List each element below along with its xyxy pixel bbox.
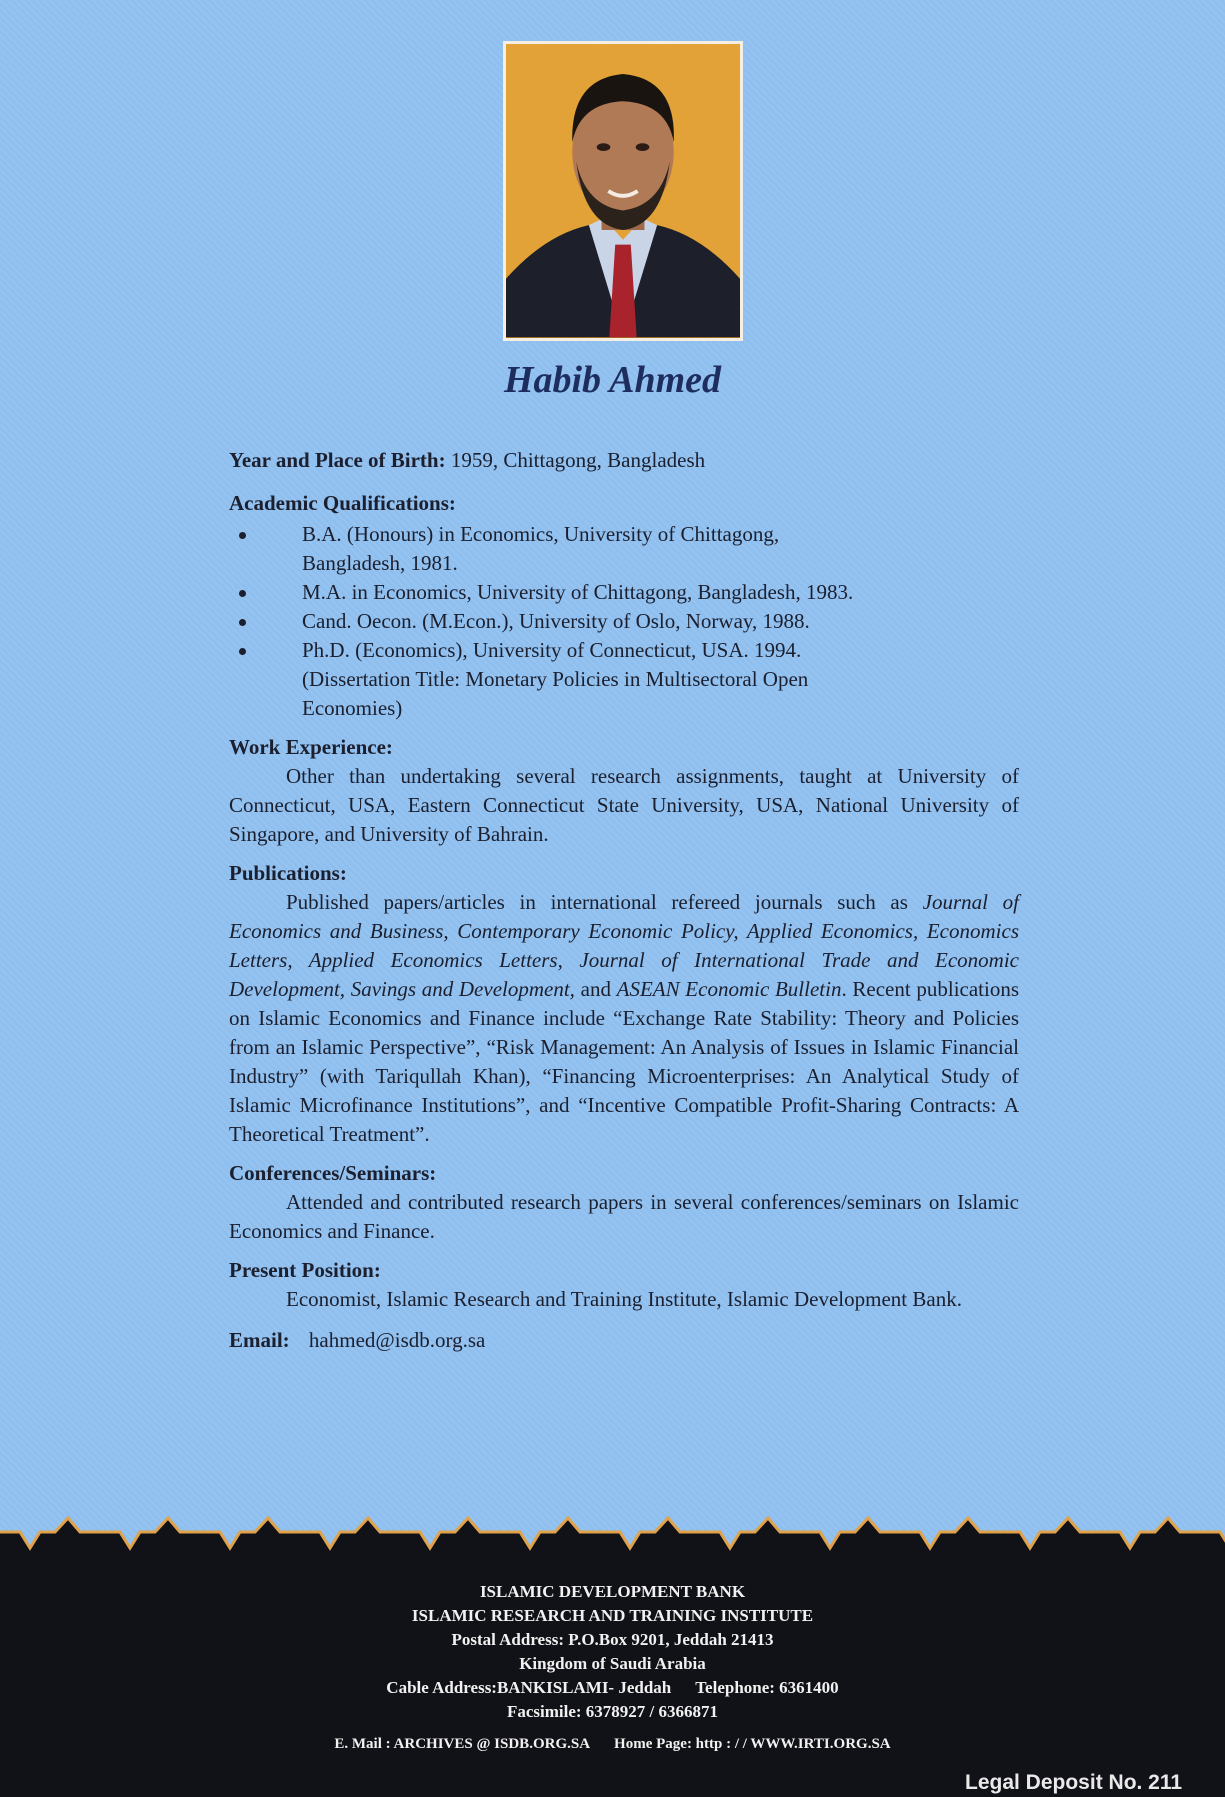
conferences-text: Attended and contributed research papers in several conferences/seminars on Islamic Economics and Finance. [229,1190,1019,1243]
legal-deposit: Legal Deposit No. 211 [965,1771,1183,1794]
birth-section [229,446,1019,475]
bullet-icon [239,619,246,626]
qualification-text: Cand. Oecon. (M.Econ.), University of Oslo, Norway, 1988. [302,609,810,633]
footer-facsimile: Facsimile: 6378927 / 6366871 [506,1702,719,1721]
journal-last: ASEAN Economic Bulletin [616,977,842,1001]
footer-cable: Cable Address:BANKISLAMI- Jeddah [386,1678,672,1697]
footer-web-row [0,1732,1225,1756]
list-item [229,578,1019,607]
position-section [229,1256,1019,1314]
position-heading: Present Position: [229,1258,381,1282]
list-item [229,607,1019,636]
work-text: Other than undertaking several research assignments, taught at University of Connecticut, USA, Eastern Connecticut State University, USA, National University of Singapore, and University of Bahrain. [229,764,1019,846]
publications-section [229,859,1019,1149]
list-item [229,636,1019,723]
footer-contact-row [0,1676,1225,1700]
bullet-icon [239,648,246,655]
biography-content [229,446,1019,1355]
publications-heading: Publications: [229,861,347,885]
publications-text [229,888,1019,1149]
work-heading: Work Experience: [229,735,393,759]
qualifications-list [229,520,1019,723]
footer-info [0,1580,1225,1756]
bullet-icon [239,532,246,539]
and-word: and [580,977,611,1001]
qualification-text: M.A. in Economics, University of Chittagong, Bangladesh, 1983. [302,580,854,604]
position-text: Economist, Islamic Research and Training Institute, Islamic Development Bank. [286,1287,962,1311]
birth-label: Year and Place of Birth: [229,448,446,472]
publications-intro: Published papers/articles in international refereed journals such as [286,890,908,914]
work-section [229,733,1019,849]
conferences-section [229,1159,1019,1246]
footer-institute-name: ISLAMIC RESEARCH AND TRAINING INSTITUTE [411,1606,814,1625]
list-item [229,520,1019,578]
footer-country: Kingdom of Saudi Arabia [519,1654,706,1673]
bullet-icon [239,590,246,597]
footer-telephone: Telephone: 6361400 [695,1678,839,1697]
email-label: Email: [229,1328,290,1352]
footer-bank-name: ISLAMIC DEVELOPMENT BANK [479,1582,746,1601]
person-name: Habib Ahmed [503,359,722,401]
qualification-text: Bangladesh, 1981. [302,551,458,575]
conferences-heading: Conferences/Seminars: [229,1161,437,1185]
birth-value: 1959, Chittagong, Bangladesh [450,448,706,472]
email-link[interactable]: hahmed@isdb.org.sa [308,1328,486,1352]
publications-rest: . Recent publications on Islamic Economics and Finance include “Exchange Rate Stability: Theory and Policies from an Islamic Perspective”, “Risk Management: An Analysis of Issues in Islamic Financial Industry” (with Tariqullah Khan), “Financing Microenterprises: An Analytical Study of Islamic Microfinance Institutions”, and “Incentive Compatible Profit-Sharing Contracts: A Theoretical Treatment”. [229,977,1020,1146]
footer-homepage[interactable]: Home Page: http : / / WWW.IRTI.ORG.SA [614,1736,891,1752]
portrait-illustration [506,44,740,338]
qualification-text: (Dissertation Title: Monetary Policies in Multisectoral Open [302,667,809,691]
qualification-text: B.A. (Honours) in Economics, University of Chittagong, [302,522,780,546]
qualification-text: Economies) [302,696,403,720]
qualification-text: Ph.D. (Economics), University of Connecticut, USA. 1994. [302,638,802,662]
academic-section [229,489,1019,723]
journal-list: Journal of Economics and Business, Contemporary Economic Policy, Applied Economics, Economics Letters, Applied Economics Letters, Journal of International Trade and Economic Development, Savings and Development, [229,890,1020,1001]
academic-heading: Academic Qualifications: [229,491,456,515]
email-row [229,1326,1019,1355]
footer-postal-address: Postal Address: P.O.Box 9201, Jeddah 21413 [451,1630,774,1649]
portrait-photo [503,41,743,341]
footer-email[interactable]: E. Mail : ARCHIVES @ ISDB.ORG.SA [334,1736,591,1752]
